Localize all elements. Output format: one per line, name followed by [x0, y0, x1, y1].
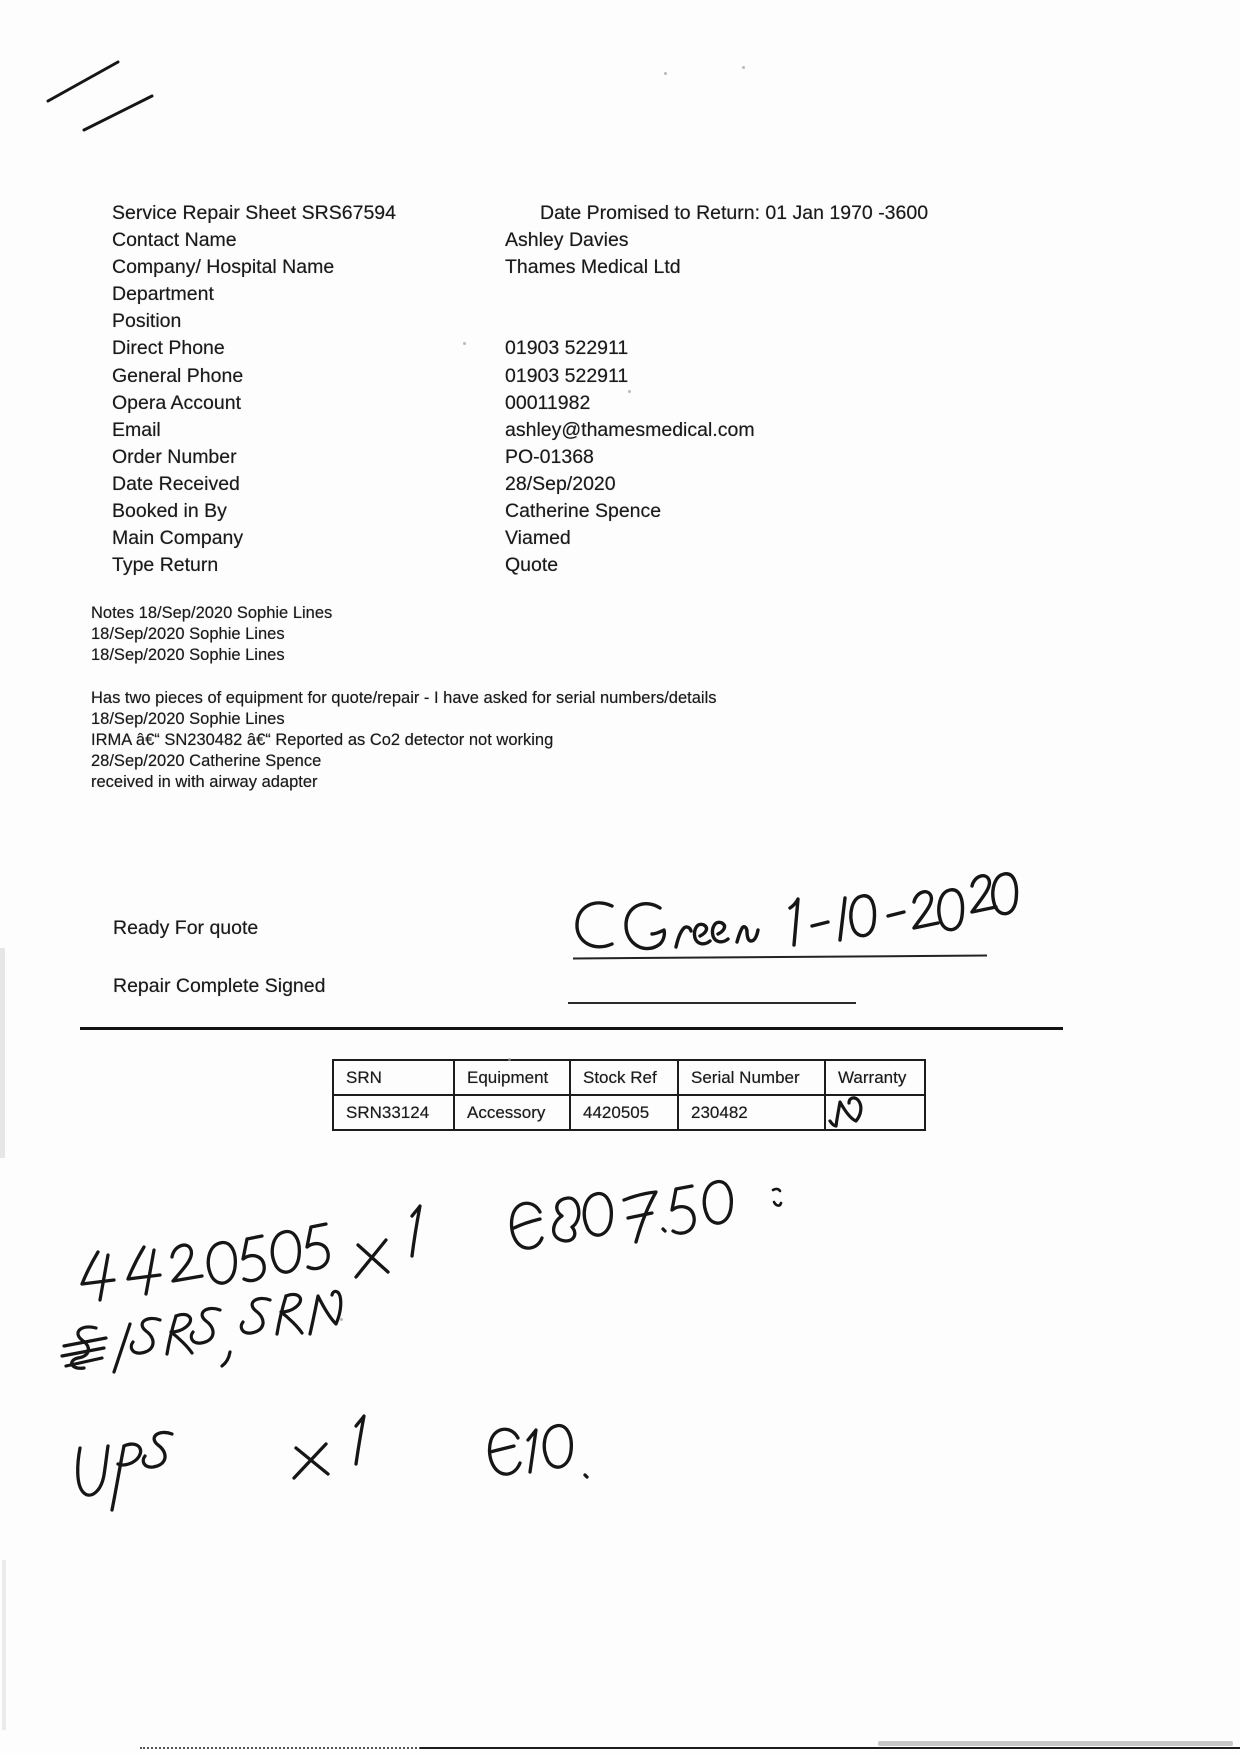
field-value: ashley@thamesmedical.com — [505, 418, 755, 441]
col-header-srn: SRN — [333, 1060, 454, 1095]
field-label: Booked in By — [112, 500, 227, 523]
field-value: 01903 522911 — [505, 337, 629, 360]
field-value: Thames Medical Ltd — [505, 256, 681, 279]
date-promised-to-return: Date Promised to Return: 01 Jan 1970 -3600 — [540, 202, 929, 224]
note-line: 18/Sep/2020 Sophie Lines — [91, 710, 285, 728]
field-label: Department — [112, 283, 214, 306]
field-value: 01903 522911 — [505, 364, 629, 387]
field-label: General Phone — [112, 364, 244, 387]
col-header-stock-ref: Stock Ref — [570, 1060, 678, 1095]
scan-speck — [463, 342, 466, 345]
cell-serial-number: 230482 — [678, 1095, 825, 1130]
note-line: 18/Sep/2020 Sophie Lines — [91, 646, 285, 664]
field-value: 00011982 — [505, 391, 591, 414]
field-label: Type Return — [112, 554, 219, 577]
handwritten-price-1 — [512, 1182, 732, 1249]
field-value: Catherine Spence — [505, 500, 662, 523]
handwritten-note-line-3 — [78, 1416, 364, 1510]
note-line: IRMA â€“ SN230482 â€“ Reported as Co2 detector not working — [91, 731, 554, 749]
field-label: Opera Account — [112, 391, 241, 414]
scan-speck — [742, 66, 745, 69]
scan-speck — [508, 1058, 511, 1061]
scan-speck — [340, 1318, 343, 1321]
note-line: Notes 18/Sep/2020 Sophie Lines — [91, 604, 333, 622]
handwritten-price-2 — [490, 1426, 587, 1477]
field-label: Date Received — [112, 472, 240, 495]
field-label: Main Company — [112, 527, 244, 550]
field-value: Ashley Davies — [505, 229, 629, 252]
field-value: PO-01368 — [505, 445, 594, 468]
note-line: 18/Sep/2020 Sophie Lines — [91, 625, 285, 643]
small-ink-mark — [773, 1189, 781, 1206]
field-label: Position — [112, 310, 182, 333]
handwritten-warranty-mark — [830, 1098, 861, 1126]
repair-complete-signed-label: Repair Complete Signed — [113, 975, 326, 997]
cell-equipment: Accessory — [454, 1095, 570, 1130]
scan-left-smudge — [2, 1560, 6, 1730]
field-label: Contact Name — [112, 229, 237, 252]
note-line: Has two pieces of equipment for quote/repair - I have asked for serial numbers/details — [91, 689, 717, 707]
cell-srn: SRN33124 — [333, 1095, 454, 1130]
col-header-equipment: Equipment — [454, 1060, 570, 1095]
col-header-warranty: Warranty — [825, 1060, 925, 1095]
handwritten-qty-line-1 — [82, 1206, 420, 1300]
field-value: Viamed — [505, 527, 571, 550]
field-label: Email — [112, 418, 161, 441]
scan-edge-line — [420, 1747, 1240, 1749]
field-value: 28/Sep/2020 — [505, 472, 616, 495]
scan-speck — [628, 390, 631, 393]
handwritten-signature — [577, 874, 1017, 949]
field-value: Quote — [505, 554, 559, 577]
cell-stock-ref: 4420505 — [570, 1095, 678, 1130]
ready-for-quote-label: Ready For quote — [113, 917, 259, 939]
col-header-serial-number: Serial Number — [678, 1060, 825, 1095]
handwritten-note-line-2 — [62, 1291, 341, 1372]
pen-marks-top-left — [48, 62, 152, 130]
field-label: Order Number — [112, 445, 237, 468]
note-line: received in with airway adapter — [91, 773, 318, 791]
field-label: Direct Phone — [112, 337, 225, 360]
note-line: 28/Sep/2020 Catherine Spence — [91, 752, 322, 770]
scan-left-smudge — [0, 948, 5, 1158]
scan-edge-smudge — [878, 1741, 1233, 1746]
sheet-title: Service Repair Sheet SRS67594 — [112, 202, 396, 224]
scan-speck — [664, 72, 667, 75]
field-label: Company/ Hospital Name — [112, 256, 335, 279]
